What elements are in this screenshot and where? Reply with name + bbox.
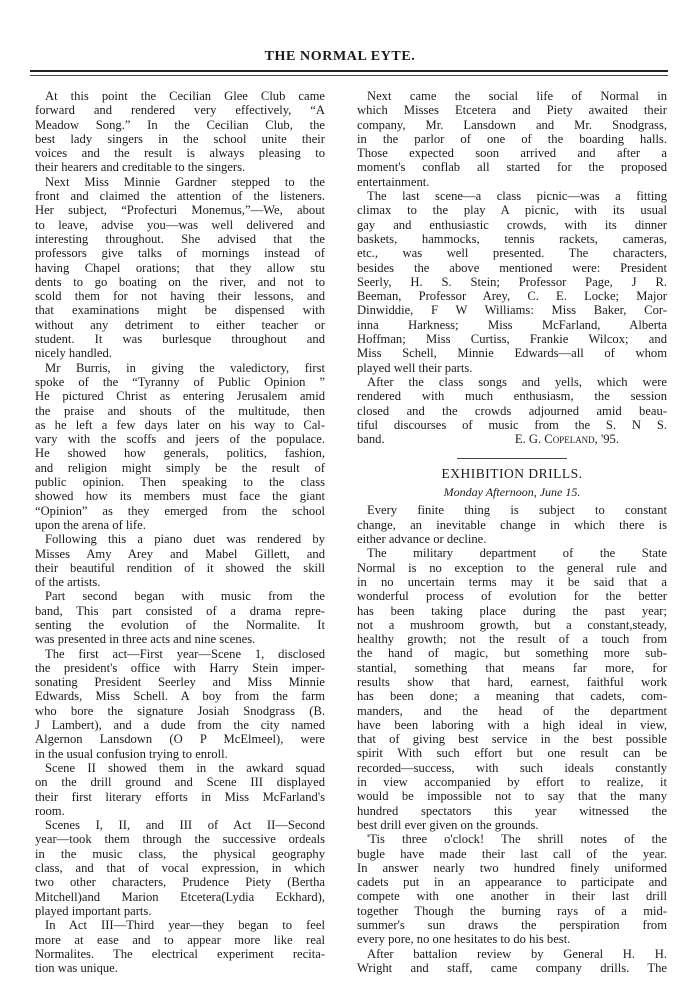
text-line: company, Mr. Lansdown and Mr. Snodgrass, xyxy=(357,117,667,132)
text-line: two other characters, Prudence Piety (Bertha xyxy=(35,875,325,890)
paragraph xyxy=(357,89,667,189)
text-line: stantial, something that means far more, for xyxy=(357,660,667,675)
text-line: Every finite thing is subject to constant xyxy=(367,503,667,518)
text-line: more at ease and to appear more like real xyxy=(35,932,325,947)
text-line: baskets, hammocks, tennis rackets, cameras, xyxy=(357,231,667,246)
text-line: Following this a piano duet was rendered by xyxy=(45,532,325,547)
paragraph xyxy=(35,761,325,818)
text-line: The military department of the State xyxy=(367,546,667,561)
left-column-paragraphs xyxy=(35,89,325,975)
text-line: played important parts. xyxy=(35,903,152,918)
text-line: every pore, no one hesitates to do his best. xyxy=(357,932,571,947)
text-line: Scene II showed them in the awkard squad xyxy=(45,760,325,775)
text-line: has been done; a meaning that cadets, com- xyxy=(357,689,667,704)
text-line: At this point the Cecilian Glee Club came xyxy=(45,89,325,103)
text-line: Normalites. The electrical experiment recita- xyxy=(35,946,325,961)
text-line: Wright and staff, came company drills. The xyxy=(357,960,667,975)
text-line: public opinion. Then speaking to the class xyxy=(35,475,325,490)
text-line: would be impossible not to say that the many xyxy=(357,789,667,804)
right-column xyxy=(357,89,667,975)
text-line: forward and rendered very effectively, “A xyxy=(35,103,325,118)
text-line: He pictured Christ as entering Jerusalem amid xyxy=(35,389,325,404)
text-line: that examinations might be dispensed with xyxy=(35,303,325,318)
text-line: The last scene—a class picnic—was a fitting xyxy=(367,189,667,204)
text-line: summer's sun draws the perspiration from xyxy=(357,918,667,933)
text-line: climax to the play A picnic, with its usual xyxy=(357,203,667,218)
text-line: Algernon Lansdown (O P McElmeel), were xyxy=(35,732,325,747)
text-line: Miss Schell, Minnie Edwards—all of whom xyxy=(357,346,667,361)
text-line: Misses Amy Arey and Mabel Gillett, and xyxy=(35,546,325,561)
text-line: not a mushroom growth, but a constant,steady, xyxy=(357,617,667,632)
paragraph xyxy=(357,546,667,832)
text-line: closed and the crowds adjourned amid beau- xyxy=(357,403,667,418)
text-line: Next came the social life of Normal in xyxy=(367,89,667,103)
text-line: of the artists. xyxy=(35,575,101,590)
text-line: 'Tis three o'clock! The shrill notes of the xyxy=(367,832,667,847)
text-line: in no uncertain terms may it be said that a xyxy=(357,574,667,589)
author-signature: E. G. Copeland, '95. xyxy=(514,432,619,447)
text-line: The first act—First year—Scene 1, disclosed xyxy=(45,646,325,661)
paragraph-last-word: band. xyxy=(357,432,385,447)
text-line: that of giving best service in the best possible xyxy=(357,732,667,747)
paragraph xyxy=(357,189,667,375)
text-line: inna Harkness; Miss McFarland, Alberta xyxy=(357,317,667,332)
text-line: Hoffman; Miss Curtiss, Frankie Wilcox; and xyxy=(357,332,667,347)
text-line: Edwards, Miss Schell. A boy from the farm xyxy=(35,689,325,704)
text-line: compete with one another in their last drill xyxy=(357,889,667,904)
text-line: bugle have made their last call of the year. xyxy=(357,846,667,861)
text-line: which Misses Etcetera and Piety awaited their xyxy=(357,103,667,118)
text-line: showed how its members must face the giant xyxy=(35,489,325,504)
text-line: After battalion review by General H. H. xyxy=(367,946,667,961)
text-line: vary with the scoffs and jeers of the populace. xyxy=(35,432,325,447)
text-line: in view accompanied by effort to realize, it xyxy=(357,775,667,790)
text-line: manders, and the head of the department xyxy=(357,703,667,718)
text-line: senting the evolution of the Normalite. It xyxy=(35,617,325,632)
paragraph xyxy=(35,818,325,918)
section-divider xyxy=(457,458,567,459)
header-rule-thick xyxy=(30,70,668,72)
paragraph xyxy=(35,589,325,646)
text-line: who bore the signature Josiah Snodgrass (B. xyxy=(35,703,325,718)
section-title: EXHIBITION DRILLS. xyxy=(441,466,583,482)
text-line: change, an inevitable change in which there is xyxy=(357,517,667,532)
masthead-title: THE NORMAL EYTE. xyxy=(264,49,416,64)
text-line: He showed how generals, politics, fashion, xyxy=(35,446,325,461)
text-line: Normal is no exception to the general rule and xyxy=(357,560,667,575)
text-line: tiful discourses of music from the S. N S. xyxy=(357,417,667,432)
text-line: year—took them through the successive ordeals xyxy=(35,832,325,847)
text-line: Mitchell)and Marion Etcetera(Lydia Eckhard), xyxy=(35,889,325,904)
text-line: entertainment. xyxy=(357,174,430,189)
paragraph xyxy=(35,647,325,761)
text-line: Scenes I, II, and III of Act II—Second xyxy=(45,818,325,833)
text-line: in the music class, the physical geography xyxy=(35,846,325,861)
text-line: sonating President Seerley and Miss Minnie xyxy=(35,675,325,690)
text-line: hundred spectators this year witnessed the xyxy=(357,803,667,818)
text-line: Part second began with music from the xyxy=(45,589,325,604)
text-line: their hearers and creditable to the singers. xyxy=(35,160,246,175)
left-column xyxy=(35,89,325,975)
text-line: gay and enthusiastic crowds, with its dinner xyxy=(357,217,667,232)
text-line: dents to go boating on the river, and not to xyxy=(35,274,325,289)
text-line: the president's office with Harry Stein imper- xyxy=(35,660,325,675)
text-line: band, This part consisted of a drama repre- xyxy=(35,603,325,618)
text-line: together Though the burning rays of a mid- xyxy=(357,903,667,918)
text-line: wonderful process of evolution for the better xyxy=(357,589,667,604)
text-line: front and claimed the attention of the listeners. xyxy=(35,189,325,204)
text-line: spirit With such effort but one result can be xyxy=(357,746,667,761)
paragraph xyxy=(35,361,325,533)
text-line: interesting throughout. She advised that the xyxy=(35,231,325,246)
text-line: best lady singers in the school unite their xyxy=(35,131,325,146)
section-paragraphs xyxy=(357,503,667,975)
text-line: J Lambert), and a dude from the city named xyxy=(35,718,325,733)
text-line: Those expected soon arrived and after a xyxy=(357,146,667,161)
text-line: moment's conflab all started for the proposed xyxy=(357,160,667,175)
text-line: either advance or decline. xyxy=(357,532,487,547)
text-line: to leave, advise you—was well delivered and xyxy=(35,217,325,232)
text-line: nicely handled. xyxy=(35,346,112,361)
text-line: the hand of magic, but something more sub- xyxy=(357,646,667,661)
text-line: results show that hard, earnest, faithful work xyxy=(357,674,667,689)
paragraph xyxy=(357,832,667,946)
text-line: professors give talks of mornings instead of xyxy=(35,246,325,261)
text-line: student. It was burlesque throughout and xyxy=(35,332,325,347)
text-line: Next Miss Minnie Gardner stepped to the xyxy=(45,174,325,189)
paragraph xyxy=(357,947,667,976)
text-line: on the drill ground and Scene III displayed xyxy=(35,775,325,790)
text-line: After the class songs and yells, which were xyxy=(367,374,667,389)
text-line: recorded—success, with such ideals constantly xyxy=(357,760,667,775)
paragraph xyxy=(357,375,667,432)
text-line: and religion might simply be the result of xyxy=(35,460,325,475)
text-line: tion was unique. xyxy=(35,961,118,976)
header-rule-thin xyxy=(30,75,668,76)
text-line: has been taking place during the past year; xyxy=(357,603,667,618)
text-line: in the usual confusion trying to enroll. xyxy=(35,746,228,761)
text-line: played well their parts. xyxy=(357,360,473,375)
text-line: as he left a few days later on his way to Cal- xyxy=(35,417,325,432)
text-line: without any detriment to either teacher or xyxy=(35,317,325,332)
text-line: “Opinion” as they emerged from the school xyxy=(35,503,325,518)
text-line: Beeman, Professor Arey, C. E. Locke; Major xyxy=(357,289,667,304)
text-line: Seerly, H. S. Stein; Professor Page, J R. xyxy=(357,274,667,289)
text-line: was presented in three acts and nine scenes. xyxy=(35,632,256,647)
paragraph xyxy=(35,532,325,589)
text-line: the praise and shouts of the multitude, then xyxy=(35,403,325,418)
signature-line xyxy=(357,432,667,446)
text-line: scold them for not having their lessons, and xyxy=(35,289,325,304)
text-line: Her subject, “Profecturi Monemus,”—We, about xyxy=(35,203,325,218)
right-column-paragraphs xyxy=(357,89,667,432)
text-line: their beautiful rendition of it showed the skill xyxy=(35,560,325,575)
section-subtitle: Monday Afternoon, June 15. xyxy=(443,485,581,500)
text-line: having Chapel orations; that they allow stu xyxy=(35,260,325,275)
text-line: class, and that of vocal expression, in which xyxy=(35,861,325,876)
text-line: spoke of the “Tyranny of Public Opinion ” xyxy=(35,374,325,389)
text-line: besides the above mentioned were: President xyxy=(357,260,667,275)
text-line: cadets put in an appearance to participate and xyxy=(357,875,667,890)
text-line: healthy growth; not the result of a touch from xyxy=(357,632,667,647)
text-line: best drill ever given on the grounds. xyxy=(357,817,539,832)
paragraph xyxy=(357,503,667,546)
text-line: voices and the result is always pleasing to xyxy=(35,146,325,161)
text-line: rendered with much enthusiasm, the session xyxy=(357,389,667,404)
text-line: Mr Burris, in giving the valedictory, first xyxy=(45,360,325,375)
text-line: etc., was well presented. The characters, xyxy=(357,246,667,261)
text-line: their first literary efforts in Miss McFarland's xyxy=(35,789,325,804)
text-line: upon the arena of life. xyxy=(35,517,146,532)
text-line: In answer nearly two hundred finely uniformed xyxy=(357,860,667,875)
text-line: Dinwiddie, F W Williams: Miss Baker, Cor- xyxy=(357,303,667,318)
text-line: in the parlor of one of the boarding halls. xyxy=(357,131,667,146)
paragraph xyxy=(35,918,325,975)
text-line: In Act III—Third year—they began to feel xyxy=(45,918,325,933)
text-line: room. xyxy=(35,803,65,818)
text-line: Meadow Song.” In the Cecilian Club, the xyxy=(35,117,325,132)
paragraph xyxy=(35,89,325,175)
text-line: have been laboring with a high ideal in view, xyxy=(357,717,667,732)
paragraph xyxy=(35,175,325,361)
